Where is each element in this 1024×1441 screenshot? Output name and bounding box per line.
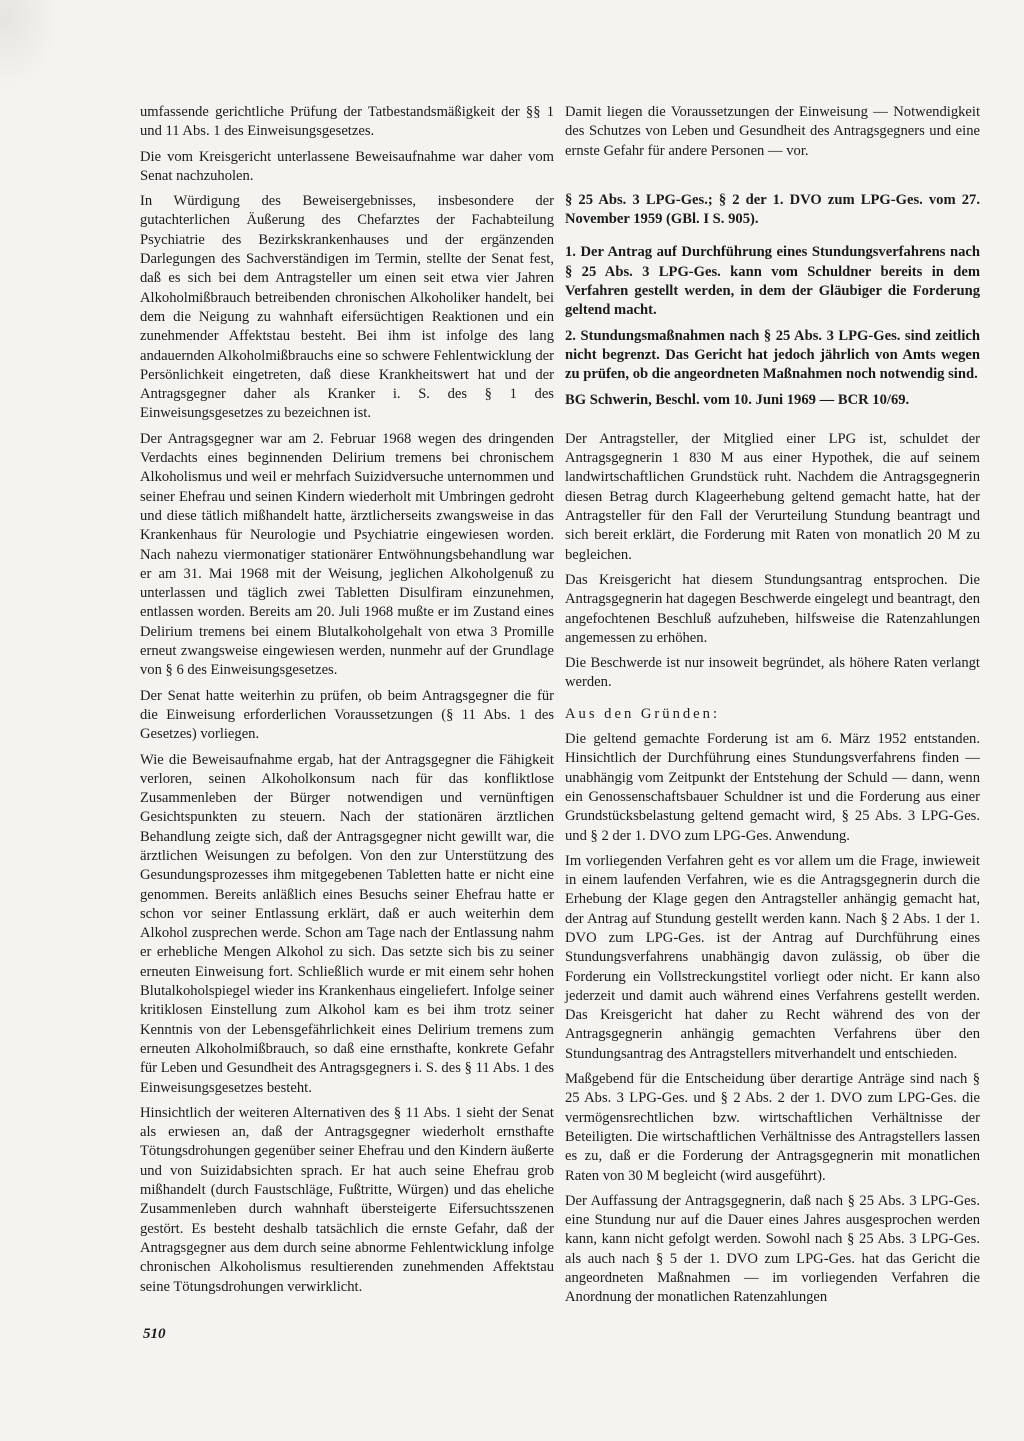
left-paragraph-4: Der Antragsgegner war am 2. Februar 1968 wegen des dringenden Verdachts eines beginnenden Delirium tremens bei chronischem Alkoholismus und weil er mehrfach Suizidversuche unternommen und seiner Ehefrau und seinen Kindern wiederholt mit Umbringen gedroht und diese tätlich mißhandelt hatte, ärztlicherseits zwangsweise in das Krankenhaus für Neurologie und Psychiatrie eingewiesen worden. Nach nahezu viermonatiger stationärer Entwöhnungsbehandlung war er am 31. Mai 1968 mit der Weisung, jeglichen Alkoholgenuß zu unterlassen und täglich zwei Tabletten Disulfiram einzunehmen, entlassen worden. Bereits am 20. Juli 1968 mußte er im Zustand eines Delirium tremens bei einem Blutalkoholgehalt von etwa 3 Promille erneut zwangsweise eingewiesen werden, nunmehr auf der Grundlage von § 6 des Einweisungsgesetzes. xyxy=(140,430,554,679)
left-paragraph-2: Die vom Kreisgericht unterlassene Beweisaufnahme war daher vom Senat nachzuholen. xyxy=(140,148,554,184)
decision-heading: § 25 Abs. 3 LPG-Ges.; § 2 der 1. DVO zum LPG-Ges. vom 27. November 1959 (GBl. I S. 905). xyxy=(565,191,980,228)
right-intro-paragraph: Damit liegen die Voraussetzungen der Einweisung — Notwendigkeit des Schutzes von Leben und Gesundheit des Antragsgegners und eine ernste Gefahr für andere Personen — vor. xyxy=(565,104,980,159)
left-paragraph-7: Hinsichtlich der weiteren Alternativen des § 11 Abs. 1 sieht der Senat als erwiesen an, daß der Antragsgegner wiederholt ernsthafte Tötungsdrohungen gegenüber seiner Ehefrau und den Kindern äußerte und von Suizidabsichten sprach. Er hat auch seine Ehefrau grob mißhandelt (durch Faustschläge, Fußtritte, Würgen) und das eheliche Zusammenleben durch wahnhaft übersteigerte Eifersuchtsszenen gestört. Es besteht deshalb tatsächlich die ernste Gefahr, daß der Antragsgegner aus dem durch seine abnorme Fehlentwicklung infolge chronischen Alkoholismus resultierenden zunehmenden Affektstau seine Tötungsdrohungen verwirklicht. xyxy=(140,1104,554,1295)
reasons-heading: Aus den Gründen: xyxy=(565,705,721,722)
page-number: 510 xyxy=(143,1326,166,1342)
scan-artifact xyxy=(0,0,60,90)
facts-paragraph-2: Das Kreisgericht hat diesem Stundungsantrag entsprochen. Die Antragsgegnerin hat dagegen Beschwerde eingelegt und beantragt, den angefochtenen Beschluß aufzuheben, hilfsweise die Ratenzahlungen angemessen zu erhöhen. xyxy=(565,571,980,646)
reasons-paragraph-3: Maßgebend für die Entscheidung über derartige Anträge sind nach § 25 Abs. 3 LPG-Ges. und § 2 Abs. 2 der 1. DVO zum LPG-Ges. die vermögensrechtlichen bzw. wirtschaftlichen Verhältnisse der Beteiligten. Die wirtschaftlichen Verhältnisse des Antragstellers lassen es zu, daß er die Forderung der Antragsgegnerin mit monatlichen Raten von 30 M begleicht (wird ausgeführt). xyxy=(565,1071,980,1184)
left-paragraph-5: Der Senat hatte weiterhin zu prüfen, ob beim Antragsgegner die für die Einweisung erforderlichen Voraussetzungen (§ 11 Abs. 1 des Gesetzes) vorliegen. xyxy=(140,687,554,743)
facts-paragraph-1: Der Antragsteller, der Mitglied einer LPG ist, schuldet der Antragsgegnerin 1 830 M aus einer Hypothek, die auf seinem landwirtschaftlichen Grundstück ruht. Nachdem die Antragsgegnerin diesen Betrag durch Klageerhebung geltend gemacht hatte, hat der Antragsteller für den Fall der Verurteilung Stundung beantragt und sich bereit erklärt, die Forderung mit Raten von monatlich 20 M zu begleichen. xyxy=(565,430,980,563)
left-paragraph-1: umfassende gerichtliche Prüfung der Tatbestandsmäßigkeit der §§ 1 und 11 Abs. 1 des Einweisungsgesetzes. xyxy=(140,104,554,140)
section-gap xyxy=(565,167,980,189)
left-paragraph-6: Wie die Beweisaufnahme ergab, hat der Antragsgegner die Fähigkeit verloren, seinen Alkoholkonsum nach für das konfliktlose Zusammenleben der Bürger notwendigen und vernünftigen Gesichtspunkten zu steuern. Nach der stationären ärztlichen Behandlung zeigte sich, daß der Antragsgegner nicht gewillt war, die ärztlichen Weisungen zu befolgen. Von den zur Unterstützung des Gesundungsprozesses ihm mitgegebenen Tabletten hatte er nicht eine genommen. Bereits anläßlich eines Besuchs seiner Ehefrau hatte er schon vor seiner Entlassung erklärt, daß er auch weiterhin dem Alkohol zusprechen werde. Schon am Tage nach der Entlassung nahm er erhebliche Mengen Alkohol zu sich. Das setzte sich bis zu seiner erneuten Einweisung fort. Schließlich wurde er mit einem sehr hohen Blutalkoholspiegel wieder ins Krankenhaus eingeliefert. Infolge seiner kritiklosen Einstellung zum Alkohol kam es bei ihm trotz seiner Kenntnis von der Lebensgefährlichkeit eines Delirium tremens zum erneuten Alkoholmißbrauch, so daß eine ernsthafte, konkrete Gefahr für Leben und Gesundheit des Antragsgegners i. S. des § 11 Abs. 1 des Einweisungsgesetzes besteht. xyxy=(140,751,554,1096)
decision-citation: BG Schwerin, Beschl. vom 10. Juni 1969 — BCR 10/69. xyxy=(565,391,910,408)
left-paragraph-3: In Würdigung des Beweisergebnisses, insbesondere der gutachterlichen Äußerung des Chefarztes der Fachabteilung Psychiatrie des Bezirkskrankenhauses und der ergänzenden Darlegungen des Sachverständigen im Termin, stellte der Senat fest, daß es sich bei dem Antragsteller um einen seit etwa vier Jahren Alkoholmißbrauch betreibenden chronischen Alkoholiker handelt, bei dem die Neigung zu wahnhaft eifersüchtigen Reaktionen und ein zunehmender Affektstau besteht. Bei ihm ist infolge des lang andauernden Alkoholmißbrauchs eine so schwere Fehlentwicklung der Persönlichkeit eingetreten, daß diese Krankheitswert hat und der Antragsgegner daher als Kranker i. S. des § 1 des Einweisungsgesetzes zu bezeichnen ist. xyxy=(140,193,554,422)
reasons-paragraph-2: Im vorliegenden Verfahren geht es vor allem um die Frage, inwieweit in einem laufenden Verfahren, wie es die Antragsgegnerin durch die Erhebung der Klage gegen den Antragsteller anhängig gemacht hat, der Antrag auf Stundung gestellt werden kann. Nach § 2 Abs. 1 der 1. DVO zum LPG-Ges. ist der Antrag auf Durchführung eines Stundungsverfahrens unabhängig davon zulässig, ob über die Forderung ein Vollstreckungstitel vorliegt oder nicht. Er kann also jederzeit und damit auch während eines Verfahrens gestellt werden. Das Kreisgericht hat daher zu Recht während des von der Antragsgegnerin anhängig gemachten Verfahrens über den Stundungsantrag des Antragstellers mitverhandelt und entschieden. xyxy=(565,852,980,1062)
reasons-paragraph-4: Der Auffassung der Antragsgegnerin, daß nach § 25 Abs. 3 LPG-Ges. eine Stundung nur auf die Dauer eines Jahres ausgesprochen werden kann, kann nicht gefolgt werden. Sowohl nach § 25 Abs. 3 LPG-Ges. als auch nach § 5 der 1. DVO zum LPG-Ges. hat das Gericht die angeordneten Maßnahmen — im vorliegenden Verfahren die Anordnung der monatlichen Ratenzahlungen xyxy=(565,1192,980,1306)
reasons-paragraph-1: Die geltend gemachte Forderung ist am 6. März 1952 entstanden. Hinsichtlich der Durchführung eines Stundungsverfahrens finden — unabhängig vom Zeitpunkt der Entstehung der Schuld — dann, wenn ein Genossenschaftsbauer Schuldner ist und die Forderung aus einer Grundstücksbelastung geltend gemacht wird, § 25 Abs. 3 LPG-Ges. und § 2 der 1. DVO zum LPG-Ges. Anwendung. xyxy=(565,731,980,844)
facts-paragraph-3: Die Beschwerde ist nur insoweit begründet, als höhere Raten verlangt werden. xyxy=(565,655,980,691)
headnote-1: 1. Der Antrag auf Durchführung eines Stundungsverfahrens nach § 25 Abs. 3 LPG-Ges. kann vom Schuldner bereits in dem Verfahren gestellt werden, in dem der Gläubiger die Forderung geltend macht. xyxy=(565,244,980,319)
headnote-2: 2. Stundungsmaßnahmen nach § 25 Abs. 3 LPG-Ges. sind zeitlich nicht begrenzt. Das Gericht hat jedoch jährlich von Amts wegen zu prüfen, ob die angeordneten Maßnahmen noch notwendig sind. xyxy=(565,327,980,383)
right-column xyxy=(565,103,980,1314)
left-column xyxy=(140,103,554,1303)
